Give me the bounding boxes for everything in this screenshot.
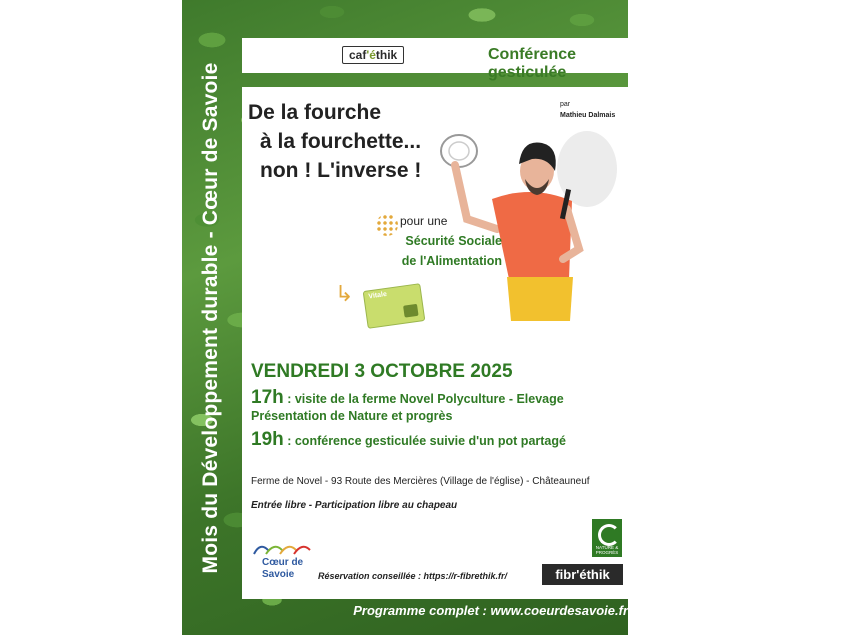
header-bar [242,38,628,81]
event-17h: 17h : visite de la ferme Novel Polyculture - Elevage [251,387,564,408]
event-type-label: Conférence gesticulée [488,46,577,81]
orange-shirt [492,192,572,279]
side-title-band [182,0,240,635]
np-logo-icon [598,524,620,546]
event-date: VENDREDI 3 OCTOBRE 2025 [251,361,513,382]
headline: De la fourche à la fourchette... non ! L'inverse ! [248,101,422,182]
event-poster [182,0,628,635]
subtitle-prefix: pour une [400,214,448,228]
footer-program-link: Programme complet : www.coeurdesavoie.fr [353,603,628,618]
speaker-illustration [437,109,617,339]
nature-et-progres-logo: NATURE & PROGRÈS [592,519,622,557]
vitale-card: Vitale [363,283,426,329]
event-19h: 19h : conférence gesticulée suivie d'un pot partagé [251,429,566,450]
plate-icon [441,135,477,167]
fibrethik-logo: fibr'éthik [542,564,623,585]
curved-arrow-icon: ↳ [335,281,354,306]
yellow-trousers [507,277,573,321]
author-prefix: par [560,101,571,108]
subtitle: Sécurité Sociale de l'Alimentation [401,234,502,268]
address: Ferme de Novel - 93 Route des Mercières (Village de l'église) - Châteauneuf [251,476,590,487]
content-panel [242,87,628,599]
reservation-info: Réservation conseillée : https://r-fibrethik.fr/ [318,571,508,581]
hearts-icon [252,542,314,556]
cafethik-logo: caf'éthik [342,46,404,64]
entry-info: Entrée libre - Participation libre au chapeau [251,500,458,511]
author-name: Mathieu Dalmais [560,112,616,119]
coeur-de-savoie-logo: Cœur de Savoie [252,542,314,587]
event-17h-extra: Présentation de Nature et progrès [251,409,453,423]
card-chip [403,304,419,318]
side-title: Mois du Développement durable - Cœur de Savoie [199,62,222,574]
